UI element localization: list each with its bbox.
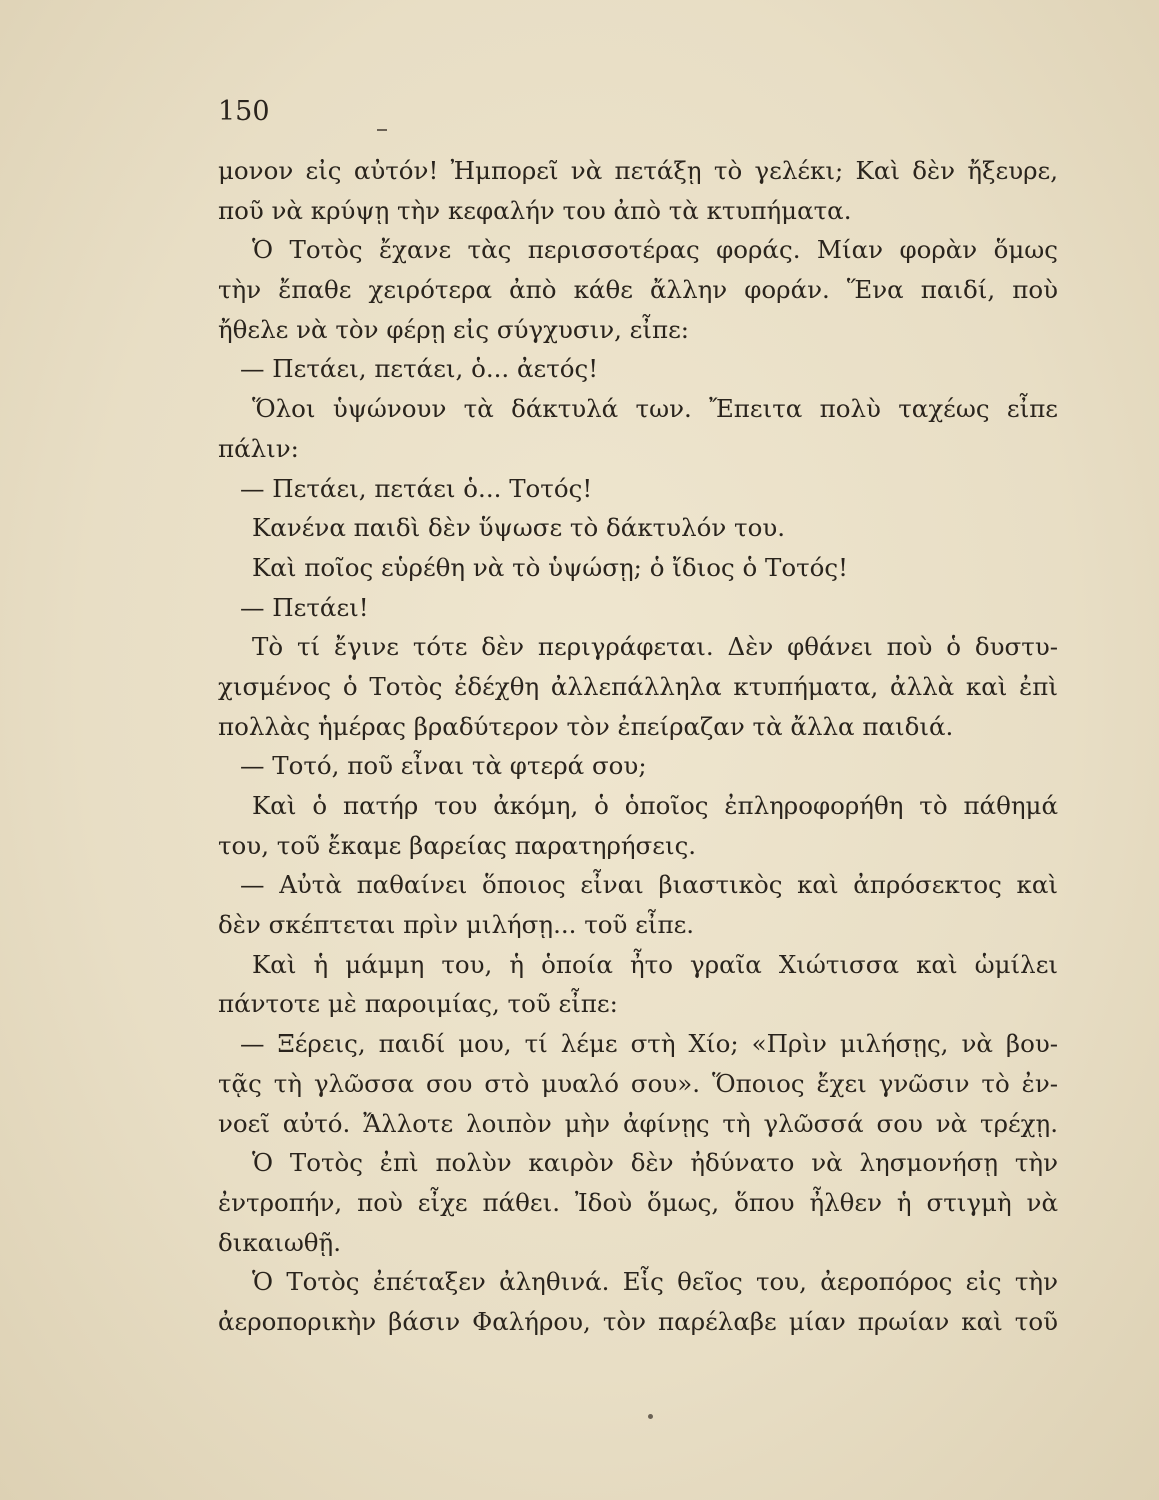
text-line: — Πετάει, πετάει ὁ... Τοτός! bbox=[240, 473, 593, 503]
printer-mark bbox=[377, 129, 387, 131]
text-line: Καὶ ἡ μάμμη του, ἡ ὁποία ἦτο γραῖα Χιώτισσα καὶ ὡμίλει bbox=[252, 949, 1058, 979]
text-line: — Πετάει! bbox=[240, 592, 369, 622]
page-number: 150 bbox=[218, 96, 270, 127]
text-line: Ὁ Τοτὸς ἔχανε τὰς περισσοτέρας φοράς. Μίαν φορὰν ὅμως bbox=[252, 235, 1058, 265]
text-line: μονον εἰς αὐτόν! Ἠμπορεῖ νὰ πετάξῃ τὸ γελέκι; Καὶ δὲν ἤξευρε, bbox=[218, 156, 1058, 185]
text-line: ἐντροπήν, ποὺ εἶχε πάθει. Ἰδοὺ ὅμως, ὅπου ἦλθεν ἡ στιγμὴ νὰ bbox=[218, 1187, 1058, 1217]
text-line: του, τοῦ ἔκαμε βαρείας παρατηρήσεις. bbox=[218, 830, 697, 860]
text-line: πάλιν: bbox=[218, 433, 299, 463]
text-line: — Αὐτὰ παθαίνει ὅποιος εἶναι βιαστικὸς καὶ ἀπρόσεκτος καὶ bbox=[240, 870, 1058, 900]
text-line: Καὶ ποῖος εὑρέθη νὰ τὸ ὑψώσῃ; ὁ ἴδιος ὁ Τοτός! bbox=[252, 552, 848, 582]
text-line: — Ξέρεις, παιδί μου, τί λέμε στὴ Χίο; «Πρὶν μιλήσῃς, νὰ βου- bbox=[240, 1029, 1058, 1059]
text-line: τὴν ἔπαθε χειρότερα ἀπὸ κάθε ἄλλην φοράν. Ἕνα παιδί, ποὺ bbox=[218, 275, 1058, 305]
text-line: ποῦ νὰ κρύψῃ τὴν κεφαλήν του ἀπὸ τὰ κτυπήματα. bbox=[218, 195, 852, 225]
text-line: Καὶ ὁ πατήρ του ἀκόμη, ὁ ὁποῖος ἐπληροφορήθη τὸ πάθημά bbox=[252, 791, 1058, 820]
text-line: χισμένος ὁ Τοτὸς ἐδέχθη ἀλλεπάλληλα κτυπήματα, ἀλλὰ καὶ ἐπὶ bbox=[218, 671, 1058, 701]
text-line: δικαιωθῇ. bbox=[218, 1227, 342, 1257]
text-line: δὲν σκέπτεται πρὶν μιλήσῃ... τοῦ εἶπε. bbox=[218, 910, 695, 940]
text-line: Τὸ τί ἔγινε τότε δὲν περιγράφεται. Δὲν φθάνει ποὺ ὁ δυστυ- bbox=[252, 632, 1058, 662]
text-line: Ὁ Τοτὸς ἐπέταξεν ἀληθινά. Εἷς θεῖος του, ἀεροπόρος εἰς τὴν bbox=[252, 1267, 1058, 1297]
text-line: Ὁ Τοτὸς ἐπὶ πολὺν καιρὸν δὲν ἠδύνατο νὰ λησμονήσῃ τὴν bbox=[252, 1148, 1058, 1178]
text-line: νοεῖ αὐτό. Ἄλλοτε λοιπὸν μὴν ἀφίνῃς τὴ γλῶσσά σου νὰ τρέχῃ. bbox=[218, 1108, 1058, 1138]
text-line: — Πετάει, πετάει, ὁ... ἀετός! bbox=[240, 354, 599, 384]
text-line: ἀεροπορικὴν βάσιν Φαλήρου, τὸν παρέλαβε μίαν πρωίαν καὶ τοῦ bbox=[218, 1306, 1058, 1336]
text-line: — Τοτό, ποῦ εἶναι τὰ φτερά σου; bbox=[240, 751, 647, 781]
text-line: πάντοτε μὲ παροιμίας, τοῦ εἶπε: bbox=[218, 989, 618, 1019]
ink-dot bbox=[648, 1414, 653, 1419]
text-line: ἤθελε νὰ τὸν φέρῃ εἰς σύγχυσιν, εἶπε: bbox=[218, 314, 690, 344]
text-line: Κανένα παιδὶ δὲν ὕψωσε τὸ δάκτυλόν του. bbox=[252, 513, 786, 543]
text-line: πολλὰς ἡμέρας βραδύτερον τὸν ἐπείραζαν τὰ ἄλλα παιδιά. bbox=[218, 711, 954, 741]
text-line: τᾷς τὴ γλῶσσα σου στὸ μυαλό σου». Ὅποιος ἔχει γνῶσιν τὸ ἐν- bbox=[218, 1068, 1058, 1098]
text-line: Ὅλοι ὑψώνουν τὰ δάκτυλά των. Ἔπειτα πολὺ ταχέως εἶπε bbox=[252, 394, 1058, 424]
body-text bbox=[218, 151, 1058, 1342]
